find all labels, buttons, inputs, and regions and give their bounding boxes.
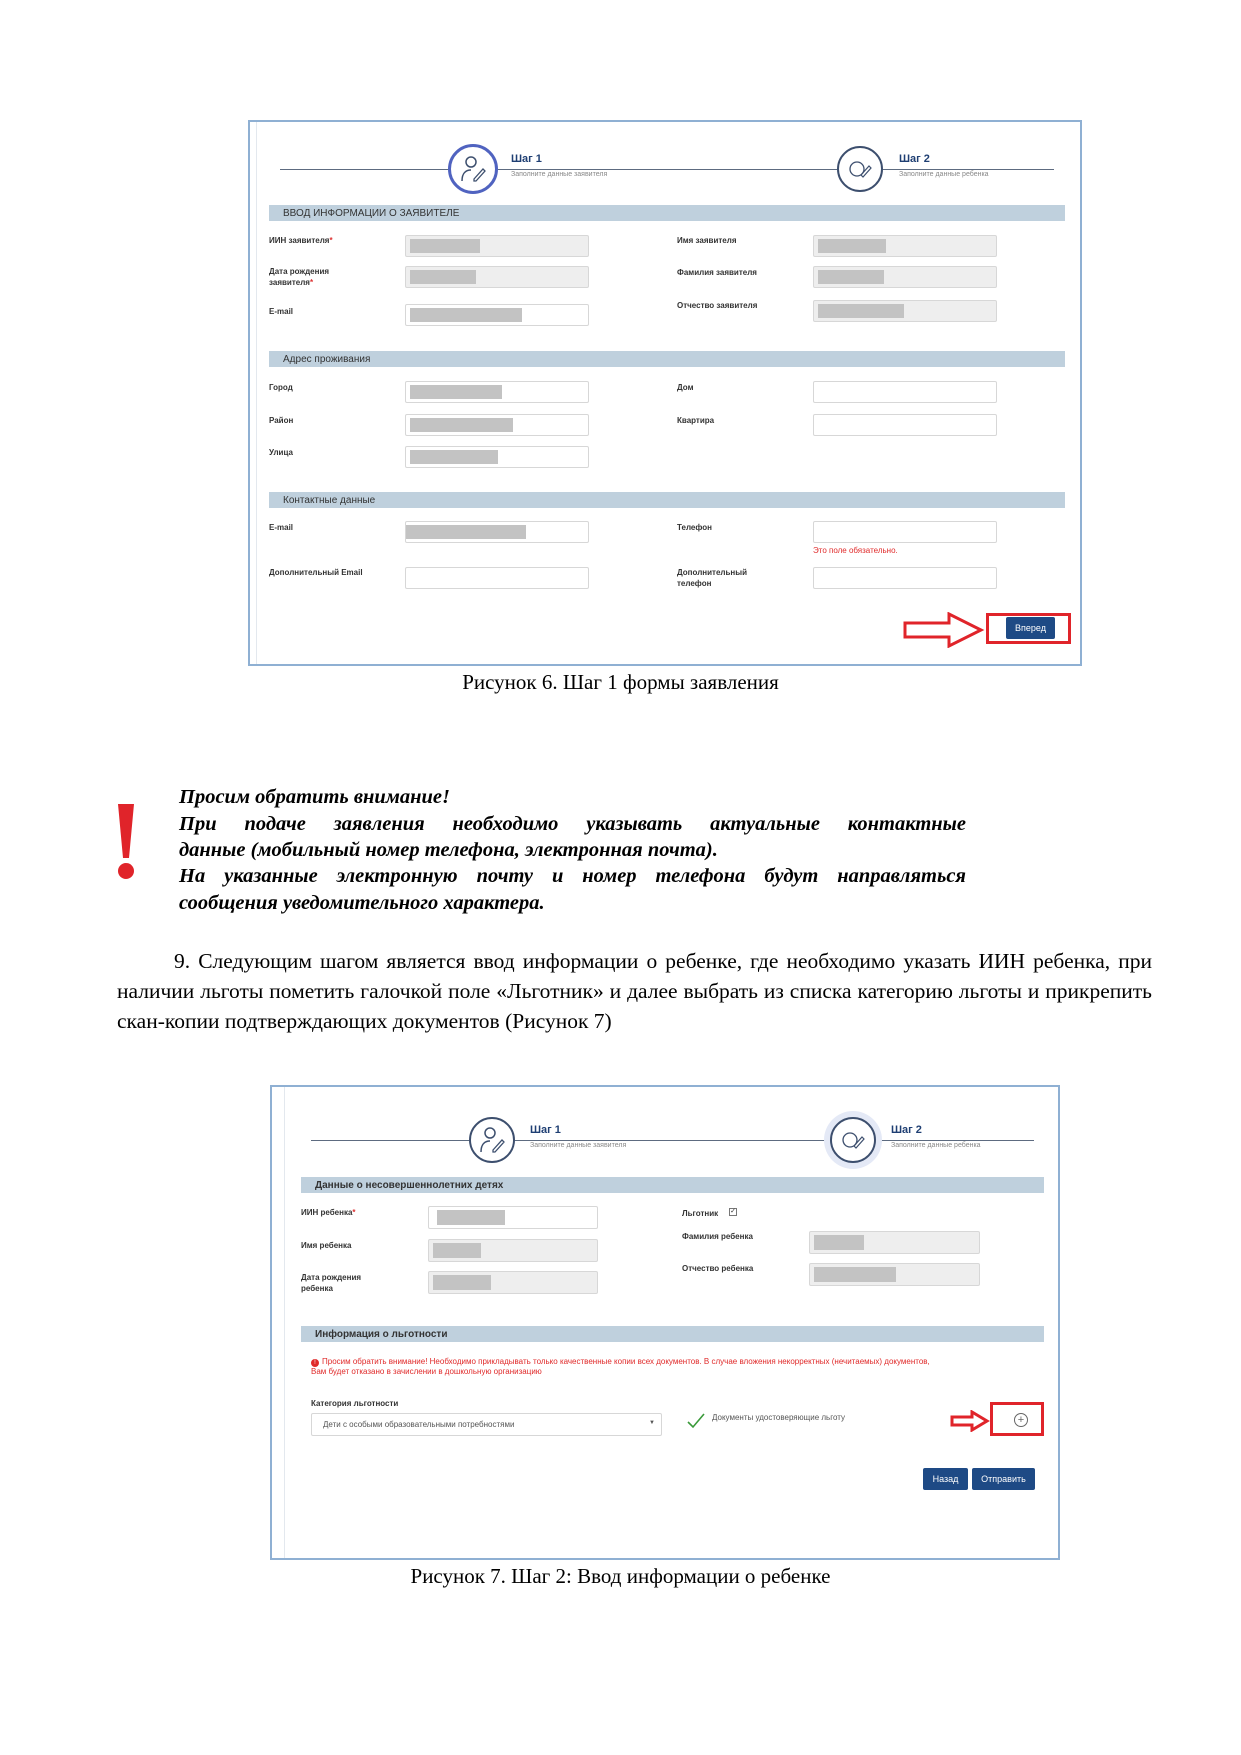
child-birth-input[interactable] xyxy=(428,1271,598,1294)
first-name-input[interactable] xyxy=(813,235,997,257)
step-2-child-icon[interactable] xyxy=(830,1117,876,1163)
phone-error: Это поле обязательно. xyxy=(813,546,898,555)
section-address: Адрес проживания xyxy=(269,351,1065,367)
section-children: Данные о несовершеннолетних детях xyxy=(301,1177,1044,1193)
city-input[interactable] xyxy=(405,381,589,403)
step-1-applicant-icon[interactable] xyxy=(448,144,498,194)
label-child-iin: ИИН ребенка* xyxy=(301,1208,356,1217)
section-benefit: Информация о льготности xyxy=(301,1326,1044,1342)
warning-text-2: Вам будет отказано в зачислении в дошкольную организацию xyxy=(311,1367,542,1376)
label-child-last-name: Фамилия ребенка xyxy=(682,1232,753,1241)
submit-button[interactable]: Отправить xyxy=(972,1468,1035,1490)
label-district: Район xyxy=(269,416,294,425)
next-button[interactable]: Вперед xyxy=(1006,617,1055,639)
label-last-name: Фамилия заявителя xyxy=(677,268,757,277)
step-1-title: Шаг 1 xyxy=(530,1124,561,1136)
highlight-arrow-icon xyxy=(903,612,985,648)
label-child-patronymic: Отчество ребенка xyxy=(682,1264,754,1273)
beneficiary-checkbox[interactable]: ✓ xyxy=(730,1208,736,1215)
last-name-input[interactable] xyxy=(813,266,997,288)
notice-line: сообщения уведомительного характера. xyxy=(179,892,545,914)
add-document-plus-icon[interactable]: + xyxy=(1014,1413,1028,1427)
check-icon xyxy=(687,1413,705,1429)
iin-input[interactable] xyxy=(405,235,589,257)
apartment-input[interactable] xyxy=(813,414,997,436)
label-extra-phone: Дополнительный телефон xyxy=(677,568,747,588)
step-1-subtitle: Заполните данные заявителя xyxy=(511,171,608,178)
step-2-title: Шаг 2 xyxy=(899,153,930,165)
street-input[interactable] xyxy=(405,446,589,468)
label-apartment: Квартира xyxy=(677,416,715,425)
label-first-name: Имя заявителя xyxy=(677,236,737,245)
notice-line: Просим обратить внимание! xyxy=(179,786,450,808)
child-patronymic-input[interactable] xyxy=(809,1263,980,1286)
contact-email-input[interactable] xyxy=(405,521,589,543)
stepper-line xyxy=(311,1140,1034,1141)
step-1-subtitle: Заполните данные заявителя xyxy=(530,1142,627,1149)
phone-input[interactable] xyxy=(813,521,997,543)
notice-line: данные (мобильный номер телефона, электронная почта). xyxy=(179,839,718,861)
house-input[interactable] xyxy=(813,381,997,403)
child-name-input[interactable] xyxy=(428,1239,598,1262)
label-patronymic: Отчество заявителя xyxy=(677,301,758,310)
label-birth: Дата рождения заявителя* xyxy=(269,267,330,287)
back-button[interactable]: Назад xyxy=(923,1468,968,1490)
label-beneficiary: Льготник xyxy=(682,1209,719,1218)
divider xyxy=(284,1087,285,1558)
step-9-paragraph: 9. Следующим шагом является ввод информации о ребенке, где необходимо указать ИИН ребенка, при наличии льготы пометить галочкой поле «Льготник» и далее выбрать из списка категорию льготы и прикрепить скан-копии подтверждающих документов (Рисунок 7) xyxy=(117,949,1152,1033)
email-input[interactable] xyxy=(405,304,589,326)
stepper-line xyxy=(280,169,1054,170)
category-select[interactable]: Дети с особыми образовательными потребностями ▼ xyxy=(311,1413,662,1436)
label-phone: Телефон xyxy=(677,523,712,532)
child-last-name-input[interactable] xyxy=(809,1231,980,1254)
patronymic-input[interactable] xyxy=(813,300,997,322)
warning-text: ! Просим обратить внимание! Необходимо прикладывать только качественные копии всех документов. В случае вложения некорректных (нечитаемых) документов, xyxy=(311,1357,930,1367)
label-child-name: Имя ребенка xyxy=(301,1241,352,1250)
label-email: E-mail xyxy=(269,307,294,316)
label-city: Город xyxy=(269,383,293,392)
label-contact-email: E-mail xyxy=(269,523,294,532)
label-extra-email: Дополнительный Email xyxy=(269,568,363,577)
step-1-applicant-icon[interactable] xyxy=(469,1117,515,1163)
label-child-birth: Дата рождения ребенка xyxy=(301,1273,362,1293)
label-house: Дом xyxy=(677,383,694,392)
step-2-subtitle: Заполните данные ребенка xyxy=(891,1142,981,1149)
step-2-child-icon[interactable] xyxy=(837,146,883,192)
notice-line: При подаче заявления необходимо указывать актуальные контактные xyxy=(179,813,966,835)
documents-label: Документы удостоверяющие льготу xyxy=(712,1413,845,1422)
district-input[interactable] xyxy=(405,414,589,436)
notice-line: На указанные электронную почту и номер телефона будут направляться xyxy=(179,865,966,887)
label-category: Категория льготности xyxy=(311,1399,399,1408)
figure-6-caption: Рисунок 6. Шаг 1 формы заявления xyxy=(462,670,779,694)
extra-phone-input[interactable] xyxy=(813,567,997,589)
child-iin-input[interactable] xyxy=(428,1206,598,1229)
step-2-subtitle: Заполните данные ребенка xyxy=(899,171,989,178)
divider xyxy=(256,122,257,664)
step-2-title: Шаг 2 xyxy=(891,1124,922,1136)
section-applicant: ВВОД ИНФОРМАЦИИ О ЗАЯВИТЕЛЕ xyxy=(269,205,1065,221)
exclamation-icon xyxy=(112,800,140,882)
birth-input[interactable] xyxy=(405,266,589,288)
section-contacts: Контактные данные xyxy=(269,492,1065,508)
figure-7-caption: Рисунок 7. Шаг 2: Ввод информации о ребенке xyxy=(410,1564,831,1588)
extra-email-input[interactable] xyxy=(405,567,589,589)
highlight-arrow-icon xyxy=(950,1410,990,1432)
label-iin: ИИН заявителя* xyxy=(269,236,333,245)
warning-icon: ! xyxy=(311,1359,319,1367)
label-street: Улица xyxy=(269,448,293,457)
step-1-title: Шаг 1 xyxy=(511,153,542,165)
chevron-down-icon: ▼ xyxy=(649,1420,655,1426)
